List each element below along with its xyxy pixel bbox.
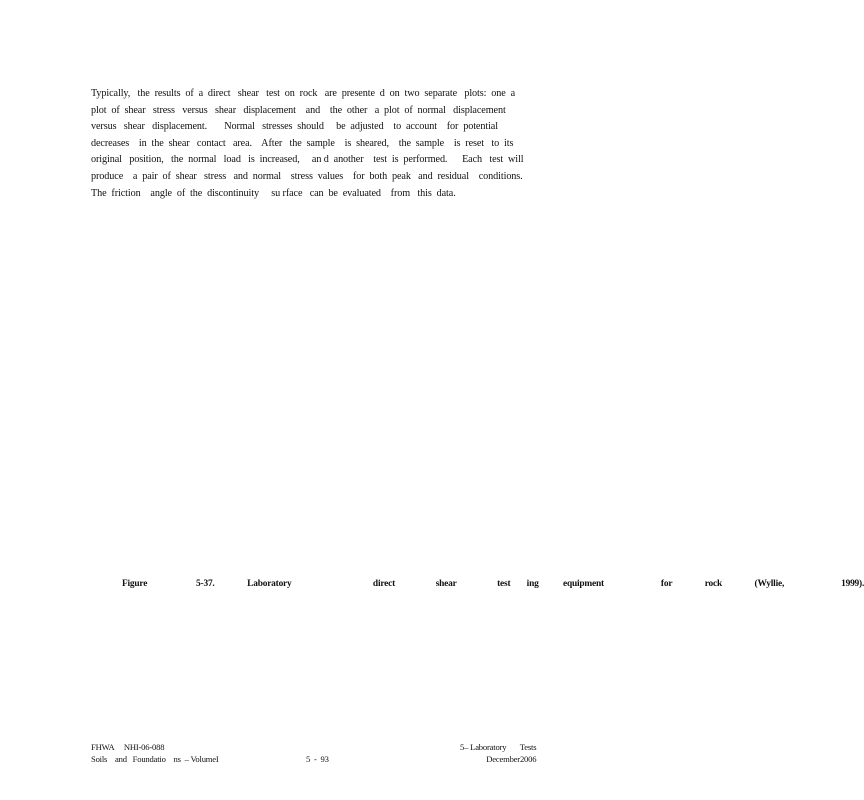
figure-image-area — [91, 215, 546, 565]
paragraph-line: versus shear displacement. Normal stresses should be adjusted to account for potential — [91, 121, 498, 133]
figure-caption: Figure 5-37. Laboratory direct shear test ing equipment for rock (Wyllie, 1999). — [122, 579, 864, 589]
footer-document-id: FHWA NHI-06-088 — [91, 742, 165, 752]
footer-right — [460, 741, 536, 765]
body-paragraph — [91, 86, 546, 202]
footer-page-number — [306, 753, 329, 765]
paragraph-line: decreases in the shear contact area. After the sample is sheared, the sample is reset to its — [91, 137, 514, 149]
page-number: 5 - 93 — [306, 754, 329, 764]
footer-chapter: 5– Laboratory Tests — [460, 742, 537, 752]
footer-document-title: Soils and Foundatio ns – VolumeI — [91, 754, 219, 764]
paragraph-line: The friction angle of the discontinuity su rface can be evaluated from this data. — [91, 187, 456, 199]
paragraph-line: Typically, the results of a direct shear test on rock are presente d on two separate plots: one a — [91, 88, 515, 99]
footer-left — [91, 741, 219, 765]
footer-date: December2006 — [486, 754, 537, 764]
paragraph-line: produce a pair of shear stress and normal stress values for both peak and residual conditions. — [91, 170, 523, 182]
paragraph-line: original position, the normal load is increased, an d another test is performed. Each test will — [91, 154, 524, 166]
paragraph-line: plot of shear stress versus shear displacement and the other a plot of normal displacement — [91, 104, 506, 116]
